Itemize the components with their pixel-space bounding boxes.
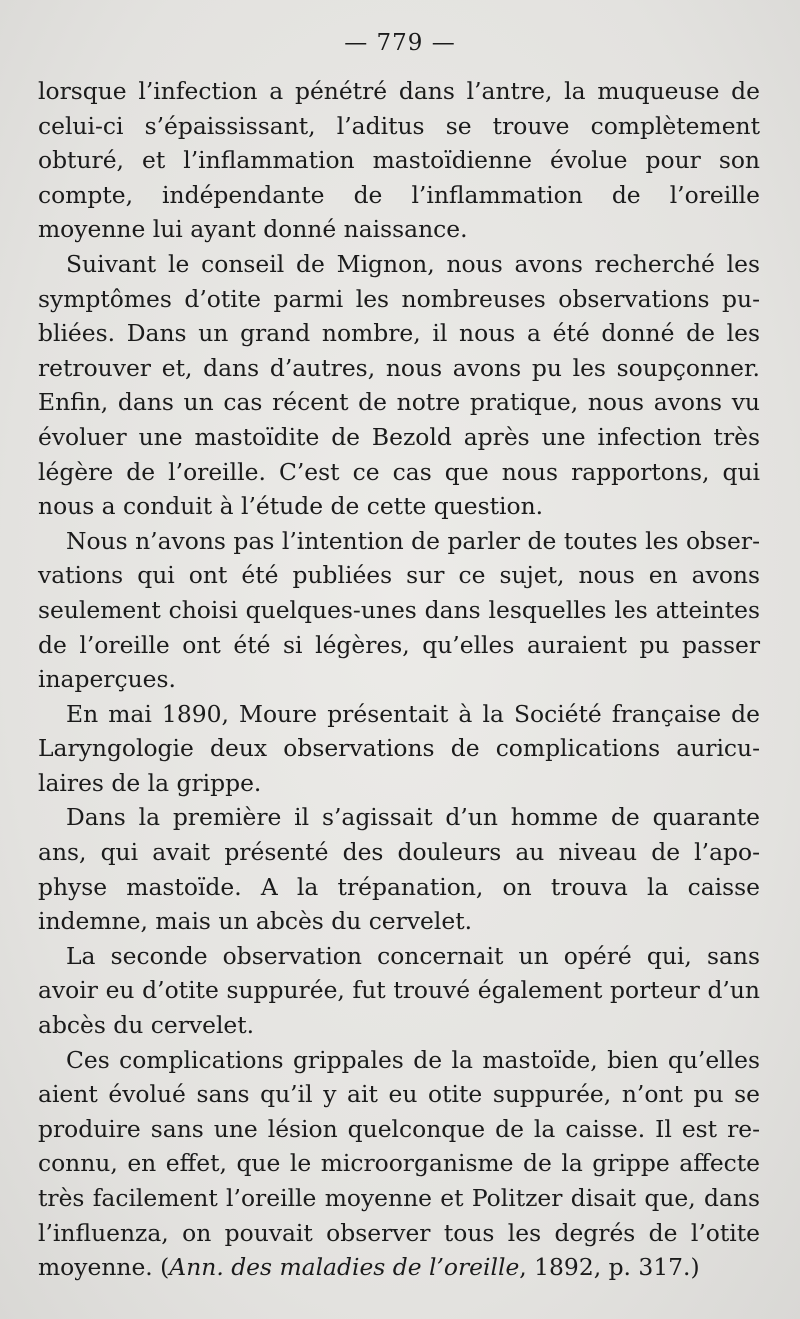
paragraph-7-text: Ces complications grippales de la mastoïde, bien qu’elles aient évolué sans qu’il y ait eu otite suppurée, n’ont pu se produire sans une lésion quelconque de la caisse. Il est reconnu, en effet, que le microorganisme de la grippe affecte très facilement l’oreille moyenne et Politzer disait que, dans l’influenza, on pouvait observer tous les degrés de l’otite moyenne. (	[38, 1045, 760, 1282]
paragraph-1: lorsque l’infection a pénétré dans l’antre, la muqueuse de celui-ci s’épaississant, l’aditus se trouve complètement obturé, et l’inflammation mastoïdienne évolue pour son compte, indépendante de l’inflammation de l’oreille moyenne lui ayant donné naissance.	[38, 77, 760, 244]
paragraph-4: En mai 1890, Moure présentait à la Société française de Laryngologie deux observations de complications auriculaires de la grippe.	[38, 699, 760, 797]
paragraph-7	[38, 1043, 760, 1285]
paragraph-5: Dans la première il s’agissait d’un homme de quarante ans, qui avait présenté des douleurs au niveau de l’apophyse mastoïde. A la trépanation, on trouva la caisse indemne, mais un abcès du cervelet.	[38, 803, 760, 936]
paragraph-6: La seconde observation concernait un opéré qui, sans avoir eu d’otite suppurée, fut trouvé également porteur d’un abcès du cervelet.	[38, 941, 760, 1040]
paragraph-3: Nous n’avons pas l’intention de parler de toutes les observations qui ont été publiées sur ce sujet, nous en avons seulement choisi quelques-unes dans lesquelles les atteintes de l’oreille ont été si légères, qu’elles auraient pu passer inaperçues.	[38, 526, 760, 694]
citation-title: Ann. des maladies de l’oreille	[169, 1253, 520, 1282]
body-text	[38, 74, 760, 1285]
paragraph-2: Suivant le conseil de Mignon, nous avons recherché les symptômes d’otite parmi les nombreuses observations publiées. Dans un grand nombre, il nous a été donné de les retrouver et, dans d’autres, nous avons pu les soupçonner. Enfin, dans un cas récent de notre pratique, nous avons vu évoluer une mastoïdite de Bezold après une infection très légère de l’oreille. C’est ce cas que nous rapportons, qui nous a conduit à l’étude de cette question.	[38, 249, 760, 521]
page-number: — 779 —	[344, 30, 456, 56]
citation-details: , 1892, p. 317.)	[519, 1253, 700, 1282]
